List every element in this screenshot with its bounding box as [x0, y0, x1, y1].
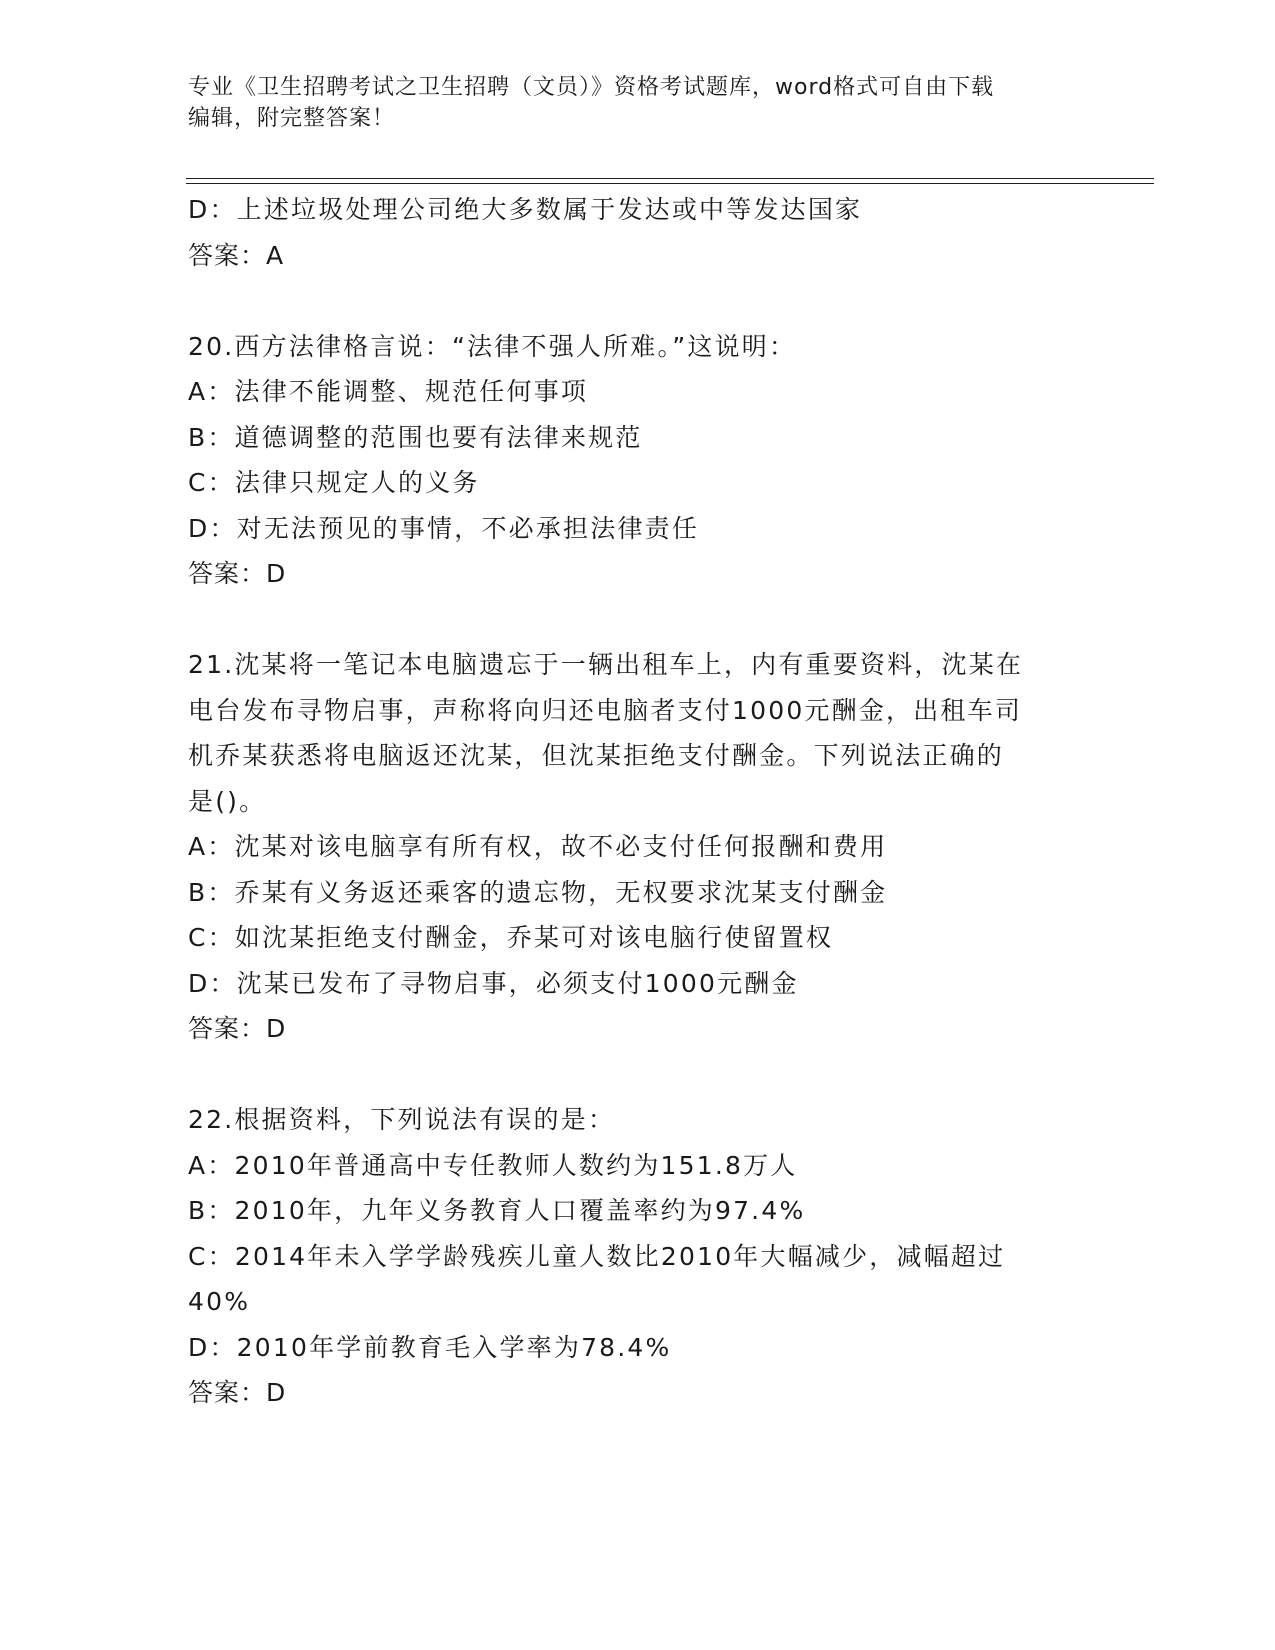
option-a: A：沈某对该电脑享有所有权，故不必支付任何报酬和费用 [188, 832, 888, 861]
option-d: D：对无法预见的事情，不必承担法律责任 [188, 513, 700, 543]
header-divider-top [186, 178, 1154, 179]
question-22 [188, 1097, 1088, 1416]
option-d: D：沈某已发布了寻物启事，必须支付1000元酬金 [188, 968, 799, 998]
option-a: A：法律不能调整、规范任何事项 [188, 377, 589, 406]
header-divider-bottom [186, 183, 1154, 184]
question-stem-line-1: 21.沈某将一笔记本电脑遗忘于一辆出租车上，内有重要资料，沈某在 [188, 650, 1024, 679]
option-b: B：2010年，九年义务教育人口覆盖率约为97.4% [188, 1196, 806, 1225]
question-stem: 20.西方法律格言说：“法律不强人所难。”这说明： [188, 331, 797, 361]
question-stem: 22.根据资料，下列说法有误的是： [188, 1105, 616, 1134]
answer-line: 答案：D [188, 559, 287, 588]
option-c: C：2014年未入学学龄残疾儿童人数比2010年大幅减少，减幅超过 [188, 1241, 1006, 1271]
document-header [188, 72, 1088, 134]
question-stem-line-3: 机乔某获悉将电脑返还沈某，但沈某拒绝支付酬金。下列说法正确的 [188, 741, 1005, 770]
option-a: A：2010年普通高中专任教师人数约为151.8万人 [188, 1150, 798, 1180]
header-line-2: 编辑，附完整答案！ [188, 106, 396, 131]
document-body [188, 187, 1088, 1416]
option-d: D：2010年学前教育毛入学率为78.4% [188, 1332, 672, 1362]
option-b: B：乔某有义务返还乘客的遗忘物，无权要求沈某支付酬金 [188, 877, 888, 907]
spacer [188, 597, 1088, 643]
answer-line: 答案：D [188, 1014, 287, 1043]
option-d: D：上述垃圾处理公司绝大多数属于发达或中等发达国家 [188, 195, 863, 224]
question-21 [188, 642, 1088, 1052]
option-c: C：法律只规定人的义务 [188, 468, 480, 497]
option-c: C：如沈某拒绝支付酬金，乔某可对该电脑行使留置权 [188, 923, 834, 952]
question-stem-line-4: 是()。 [188, 786, 267, 816]
question-20 [188, 324, 1088, 597]
option-c-continued: 40% [188, 1287, 251, 1316]
spacer [188, 1052, 1088, 1098]
header-line-1: 专业《卫生招聘考试之卫生招聘（文员）》资格考试题库，word格式可自由下载 [188, 75, 995, 100]
option-b: B：道德调整的范围也要有法律来规范 [188, 422, 643, 452]
answer-line: 答案：D [188, 1378, 287, 1407]
spacer [188, 278, 1088, 324]
question-stem-line-2: 电台发布寻物启事，声称将向归还电脑者支付1000元酬金，出租车司 [188, 695, 1023, 725]
answer-line: 答案：A [188, 240, 285, 270]
prev-question-tail [188, 187, 1088, 278]
